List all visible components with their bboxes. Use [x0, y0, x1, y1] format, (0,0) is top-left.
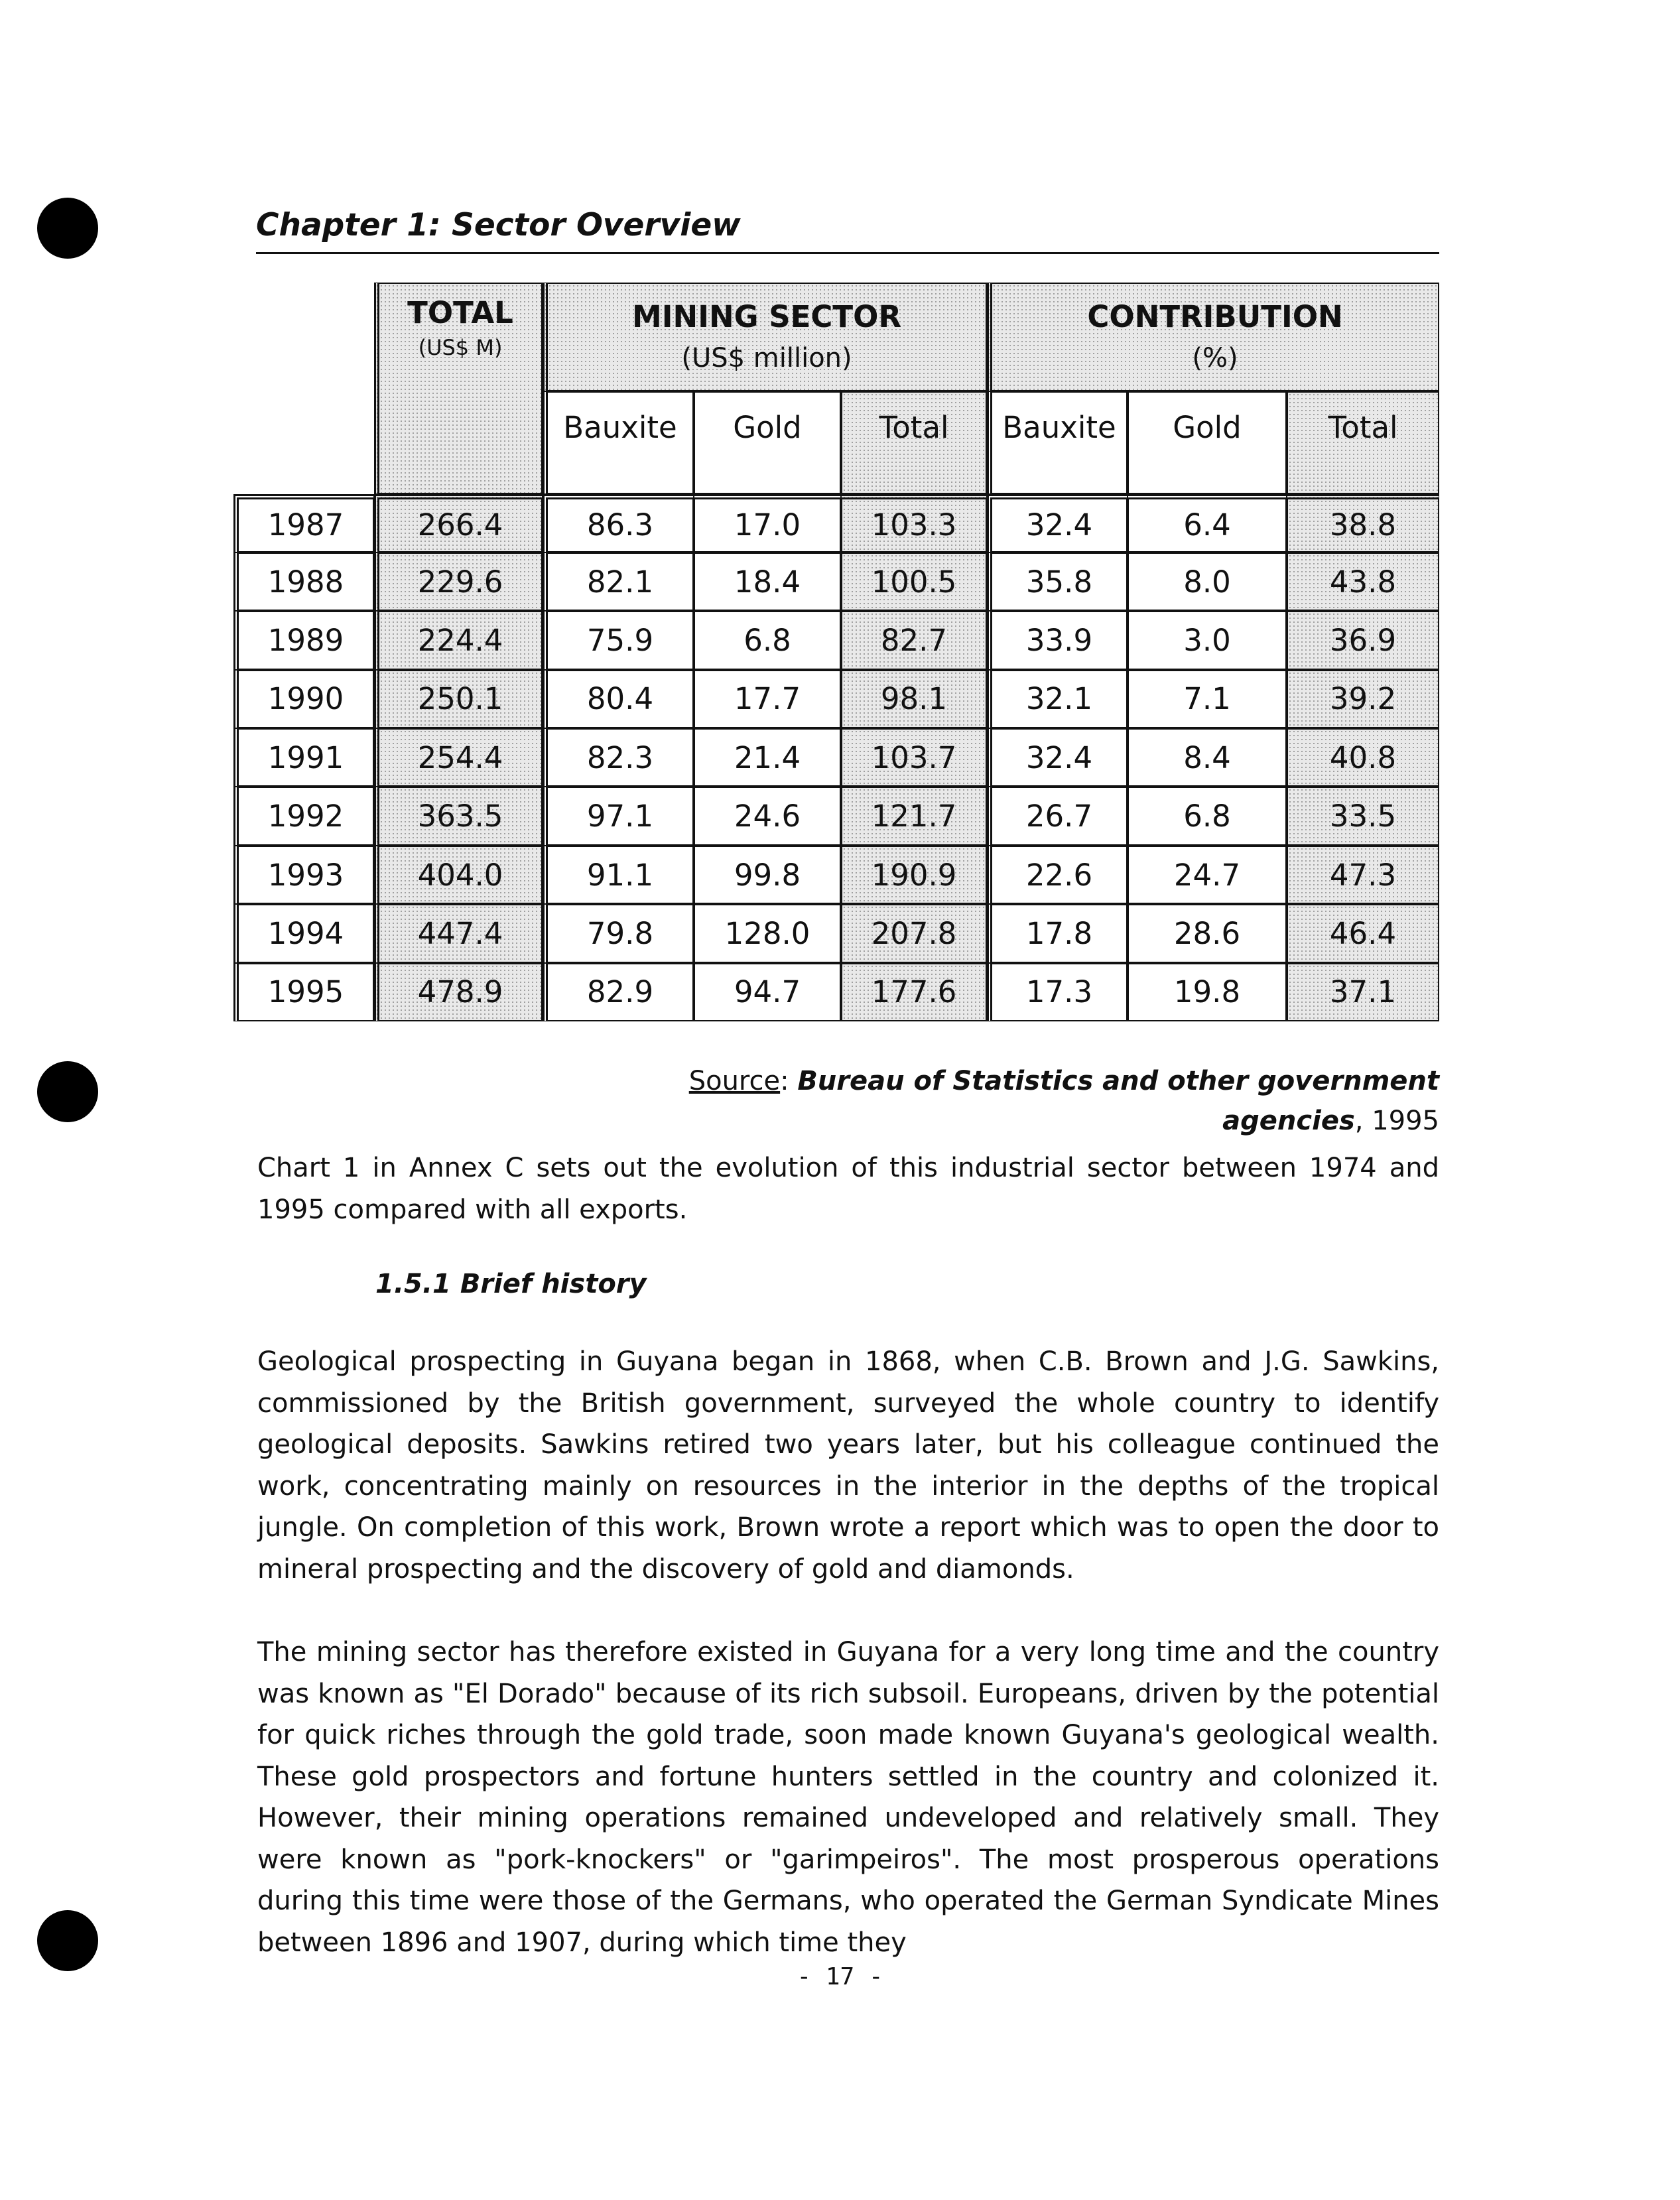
- cell-m-bauxite: 75.9: [543, 611, 694, 669]
- table-header: [233, 283, 1439, 494]
- cell-c-total: 33.5: [1287, 787, 1439, 845]
- cell-m-bauxite: 91.1: [543, 846, 694, 904]
- header-mining-label: MINING SECTOR: [632, 299, 901, 335]
- cell-c-gold: 6.8: [1128, 787, 1287, 845]
- cell-year: 1990: [233, 670, 374, 728]
- cell-m-bauxite: 97.1: [543, 787, 694, 845]
- table-row: [233, 963, 1439, 1021]
- cell-c-total: 39.2: [1287, 670, 1439, 728]
- cell-c-bauxite: 35.8: [987, 552, 1128, 611]
- cell-c-bauxite: 32.4: [987, 728, 1128, 787]
- cell-m-gold: 94.7: [694, 963, 841, 1021]
- header-total-label: TOTAL: [407, 295, 513, 330]
- paragraph-mining-history: The mining sector has therefore existed in Guyana for a very long time and the country was known as "El Dorado" because of its rich subsoil. Europeans, driven by the potential for quick riches through the gold trade, soon made known Guyana's geological wealth. These gold prospectors and fortune hunters settled in the country and colonized it. However, their mining operations remained undeveloped and relatively small. They were known as "pork-knockers" or "garimpeiros". The most prosperous operations during this time were those of the Germans, who operated the German Syndicate Mines between 1896 and 1907, during which time they: [257, 1637, 1439, 1958]
- mining-sector-table: [233, 283, 1439, 1021]
- cell-c-total: 37.1: [1287, 963, 1439, 1021]
- page-number: - 17 -: [797, 1963, 883, 1990]
- cell-c-total: 40.8: [1287, 728, 1439, 787]
- cell-c-total: 47.3: [1287, 846, 1439, 904]
- mining-sector-table-container: [233, 283, 1439, 1021]
- cell-year: 1991: [233, 728, 374, 787]
- cell-c-bauxite: 17.8: [987, 904, 1128, 962]
- cell-c-gold: 24.7: [1128, 846, 1287, 904]
- header-contribution-label: CONTRIBUTION: [1087, 299, 1343, 335]
- header-empty-corner: [233, 283, 374, 494]
- cell-m-bauxite: 82.3: [543, 728, 694, 787]
- section-heading-brief-history: 1.5.1 Brief history: [375, 1269, 647, 1299]
- table-source: Source: Bureau of Statistics and other government agencies, 1995: [688, 1066, 1439, 1136]
- subheader-contribution-total: Total: [1287, 391, 1439, 493]
- table-row: [233, 552, 1439, 611]
- cell-c-gold: 3.0: [1128, 611, 1287, 669]
- table-row: [233, 846, 1439, 904]
- cell-c-total: 46.4: [1287, 904, 1439, 962]
- cell-total: 250.1: [374, 670, 543, 728]
- cell-m-total: 82.7: [841, 611, 987, 669]
- table-row: [233, 494, 1439, 552]
- header-total: [374, 283, 543, 494]
- cell-total: 254.4: [374, 728, 543, 787]
- cell-m-gold: 18.4: [694, 552, 841, 611]
- header-mining-unit: (US$ million): [681, 343, 852, 374]
- table-row: [233, 611, 1439, 669]
- paragraph-geological-prospecting: Geological prospecting in Guyana began in 1868, when C.B. Brown and J.G. Sawkins, commissioned by the British government, surveyed the whole country to identify geological deposits. Sawkins retired two years later, but his colleague continued the work, concentrating mainly on resources in the interior in the depths of the tropical jungle. On completion of this work, Brown wrote a report which was to open the door to mineral prospecting and the discovery of gold and diamonds.: [257, 1346, 1439, 1585]
- cell-year: 1988: [233, 552, 374, 611]
- subheader-contribution-gold: Gold: [1128, 391, 1287, 493]
- cell-total: 447.4: [374, 904, 543, 962]
- table-row: [233, 787, 1439, 845]
- cell-m-gold: 6.8: [694, 611, 841, 669]
- cell-year: 1992: [233, 787, 374, 845]
- cell-m-gold: 99.8: [694, 846, 841, 904]
- source-year: 1995: [1372, 1106, 1439, 1136]
- cell-m-bauxite: 79.8: [543, 904, 694, 962]
- cell-total: 363.5: [374, 787, 543, 845]
- header-total-unit: (US$ M): [418, 335, 503, 360]
- cell-c-gold: 7.1: [1128, 670, 1287, 728]
- cell-total: 266.4: [374, 494, 543, 552]
- header-contribution-unit: (%): [1192, 343, 1238, 374]
- cell-year: 1994: [233, 904, 374, 962]
- subheader-contribution-bauxite: Bauxite: [987, 391, 1128, 493]
- table-body: [233, 494, 1439, 1021]
- cell-m-total: 103.3: [841, 494, 987, 552]
- cell-total: 224.4: [374, 611, 543, 669]
- punch-hole-bottom: [37, 1910, 98, 1971]
- cell-c-bauxite: 22.6: [987, 846, 1128, 904]
- cell-m-total: 98.1: [841, 670, 987, 728]
- table-row: [233, 670, 1439, 728]
- cell-c-bauxite: 32.4: [987, 494, 1128, 552]
- cell-m-gold: 17.0: [694, 494, 841, 552]
- header-mining-sector: [543, 283, 987, 391]
- cell-c-total: 36.9: [1287, 611, 1439, 669]
- cell-c-gold: 8.4: [1128, 728, 1287, 787]
- cell-c-bauxite: 26.7: [987, 787, 1128, 845]
- header-contribution: [987, 283, 1439, 391]
- cell-m-gold: 21.4: [694, 728, 841, 787]
- cell-c-gold: 6.4: [1128, 494, 1287, 552]
- cell-year: 1989: [233, 611, 374, 669]
- punch-hole-top: [37, 198, 98, 259]
- subheader-mining-gold: Gold: [694, 391, 841, 493]
- source-agencies: Bureau of Statistics and other government agencies: [797, 1066, 1439, 1136]
- cell-c-bauxite: 17.3: [987, 963, 1128, 1021]
- cell-c-bauxite: 32.1: [987, 670, 1128, 728]
- cell-m-gold: 128.0: [694, 904, 841, 962]
- cell-year: 1987: [233, 494, 374, 552]
- cell-total: 229.6: [374, 552, 543, 611]
- cell-c-gold: 19.8: [1128, 963, 1287, 1021]
- punch-hole-middle: [37, 1061, 98, 1122]
- cell-total: 478.9: [374, 963, 543, 1021]
- cell-c-total: 43.8: [1287, 552, 1439, 611]
- cell-m-total: 121.7: [841, 787, 987, 845]
- cell-m-bauxite: 82.1: [543, 552, 694, 611]
- cell-c-bauxite: 33.9: [987, 611, 1128, 669]
- cell-m-total: 100.5: [841, 552, 987, 611]
- cell-m-bauxite: 86.3: [543, 494, 694, 552]
- cell-m-bauxite: 82.9: [543, 963, 694, 1021]
- cell-m-bauxite: 80.4: [543, 670, 694, 728]
- cell-m-total: 190.9: [841, 846, 987, 904]
- cell-m-gold: 24.6: [694, 787, 841, 845]
- cell-c-gold: 28.6: [1128, 904, 1287, 962]
- cell-m-total: 207.8: [841, 904, 987, 962]
- cell-m-gold: 17.7: [694, 670, 841, 728]
- source-label: Source: [688, 1066, 781, 1096]
- subheader-mining-bauxite: Bauxite: [543, 391, 694, 493]
- cell-year: 1993: [233, 846, 374, 904]
- cell-c-total: 38.8: [1287, 494, 1439, 552]
- chapter-title: Chapter 1: Sector Overview: [256, 199, 1439, 254]
- cell-total: 404.0: [374, 846, 543, 904]
- subheader-mining-total: Total: [841, 391, 987, 493]
- table-row: [233, 728, 1439, 787]
- table-row: [233, 904, 1439, 962]
- cell-m-total: 103.7: [841, 728, 987, 787]
- cell-c-gold: 8.0: [1128, 552, 1287, 611]
- cell-m-total: 177.6: [841, 963, 987, 1021]
- paragraph-chart-annex: Chart 1 in Annex C sets out the evolution of this industrial sector between 1974 and 1995 compared with all exports.: [257, 1153, 1439, 1225]
- cell-year: 1995: [233, 963, 374, 1021]
